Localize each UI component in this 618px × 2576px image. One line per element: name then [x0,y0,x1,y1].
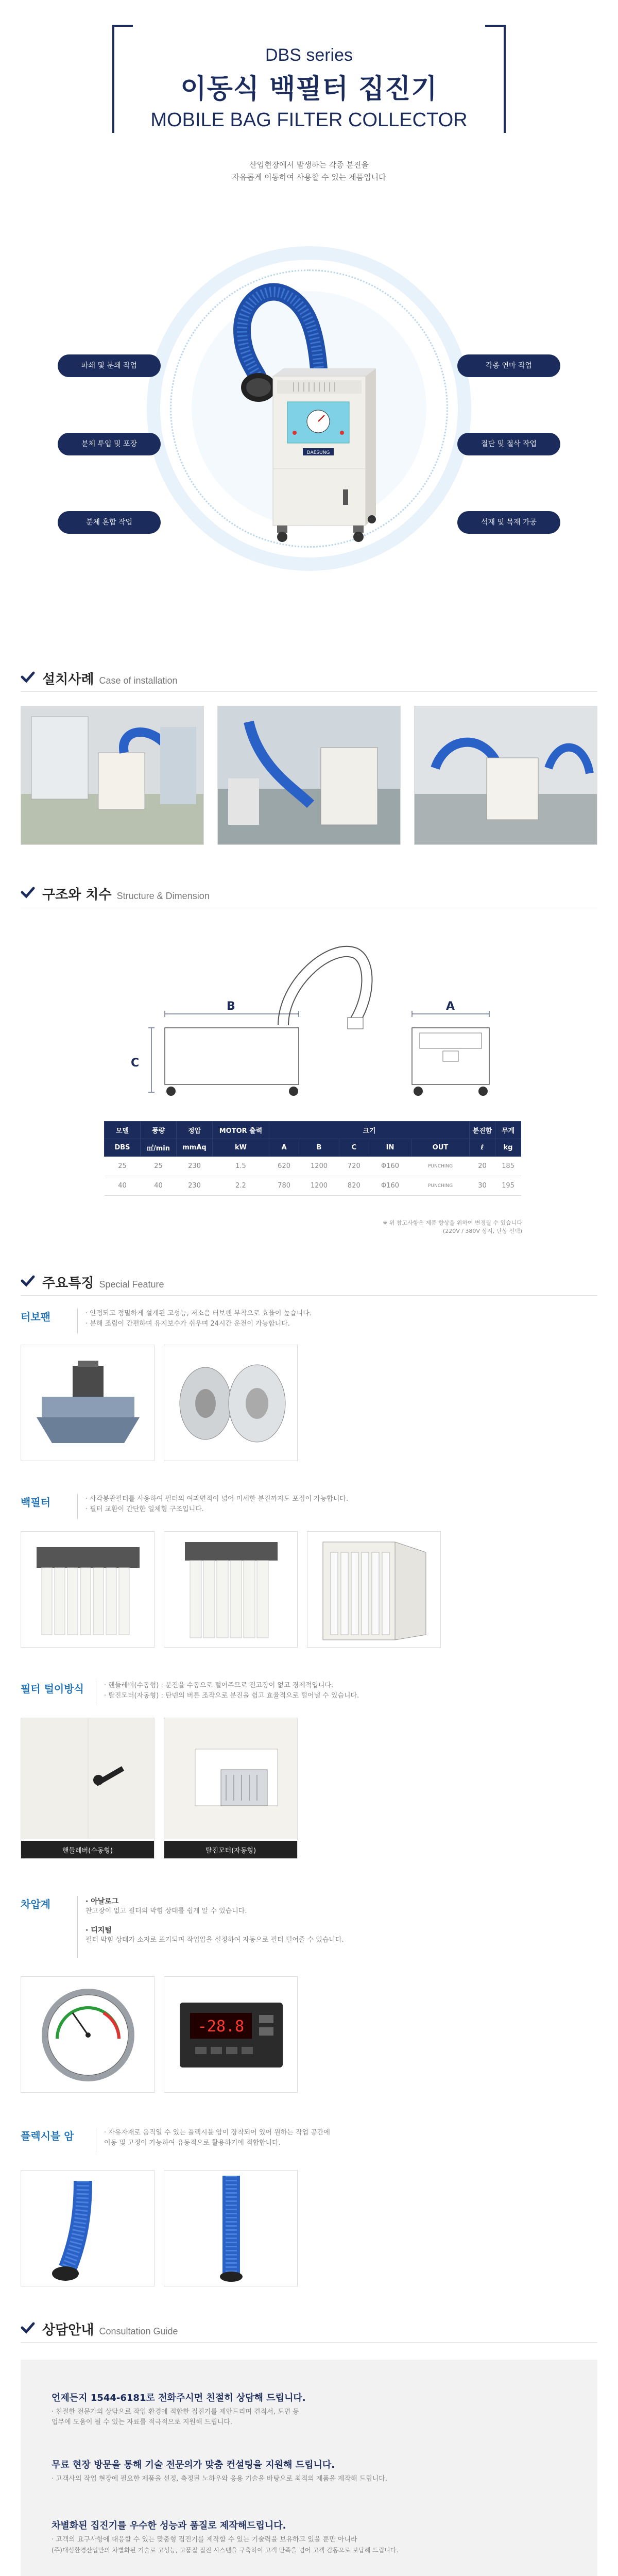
mobile-bag-filter-image [221,273,397,562]
spec-header-cell: 크기 [269,1122,470,1139]
spec-header-cell: ℓ [470,1139,495,1157]
feature-line: 이동 및 고정이 가능하여 유동적으로 활용하기에 적합합니다. [104,2139,281,2147]
feature-line: · 사각봉관필터를 사용하여 필터의 여과면적이 넓어 미세한 분진까지도 포집이 가능합니다. [85,1495,349,1503]
spec-header-cell: 정압 [177,1122,213,1139]
table-cell: Φ160 [369,1176,411,1196]
digital-gauge-photo [164,1976,298,2093]
table-cell: 720 [339,1157,369,1176]
application-pill: 분체 투입 및 포장 [58,433,161,455]
feature-line: · 분해 조립이 간편하며 유지보수가 쉬우며 24시간 운전이 가능합니다. [85,1320,290,1328]
consult-block-line: (주)대성환경산업만의 차별화된 기술로 고성능, 고품질 집진 시스템을 구축하여 고객 만족을 넘어 고객 감동으로 보답해 드립니다. [52,2547,399,2554]
table-cell: PUNCHING [411,1157,470,1176]
spec-header-cell: 분진함 [470,1122,495,1139]
consult-block-title: 무료 현장 방문을 통해 기술 전문의가 맞춤 컨설팅을 지원해 드립니다. [52,2460,335,2470]
dimension-a-label: A [446,1000,455,1013]
table-cell: PUNCHING [411,1176,470,1196]
consult-block [52,2458,577,2484]
consult-block-line: 업무에 도움이 될 수 있는 자료를 적극적으로 지원해 드립니다. [52,2418,233,2426]
feature-line: · 필터 교환이 간단한 일체형 구조입니다. [85,1505,204,1513]
hero-desc-line1: 산업현장에서 발생하는 각종 분진을 [249,160,369,170]
spec-header-cell: 풍량 [141,1122,177,1139]
feature-subtitle: · 디지털 [85,1926,112,1935]
feature-text [85,1309,549,1329]
spec-header-cell: B [299,1139,339,1157]
table-cell: 40 [141,1176,177,1196]
feature-label-flexible-arm: 플렉시블 암 [21,2130,74,2142]
feature-line: · 자유자재로 움직일 수 있는 플렉시블 암이 장착되어 있어 원하는 작업 공간에 [104,2129,330,2137]
spec-header-cell: kg [495,1139,521,1157]
spec-header-cell: IN [369,1139,411,1157]
application-pill: 분체 혼합 작업 [58,511,161,534]
feature-label-pressure-gauge: 차압계 [21,1898,50,1910]
table-cell: 2.2 [213,1176,269,1196]
section-title-en: Special Feature [99,1279,164,1290]
spec-header-row-1 [105,1122,521,1139]
table-cell: 1200 [299,1157,339,1176]
turbofan-photo [21,1345,154,1461]
consult-block-line: · 고객의 요구사항에 대응할 수 있는 맞춤형 집진기를 제작할 수 있는 기술력을 보유하고 있을 뿐만 아니라 [52,2536,357,2544]
consult-block-line: · 고객사의 작업 현장에 필요한 제품을 선정, 측정된 노하우와 응용 기술을 바탕으로 최적의 제품을 제작해 드립니다. [52,2475,388,2483]
table-row [105,1157,521,1176]
shaking-motor-photo [164,1718,298,1859]
section-title-en: Structure & Dimension [116,891,210,901]
feature-divider [77,1494,78,1519]
table-cell: 1200 [299,1176,339,1196]
section-title-en: Consultation Guide [99,2326,178,2336]
feature-text [85,1896,549,1945]
feature-line: 찬고장이 없고 필터의 막힘 상태를 쉽게 알 수 있습니다. [85,1907,247,1915]
spec-header-cell: ㎥/min [141,1139,177,1157]
feature-line: 필터 막힘 상태가 소자로 표기되며 작업압을 설정하여 자동으로 필터 털어줄 수 있습니다. [85,1936,344,1944]
spec-header-cell: 무게 [495,1122,521,1139]
table-cell: Φ160 [369,1157,411,1176]
table-cell: 820 [339,1176,369,1196]
feature-label-bagfilter: 백필터 [21,1496,50,1509]
dimension-c-label: C [131,1057,140,1070]
dimension-b-label: B [227,1000,235,1013]
section-divider [21,1295,597,1296]
feature-line: · 탈진모터(자동형) : 탄넨의 버튼 조작으로 분진을 쉽고 효율적으로 털어낼 수 있습니다. [104,1692,359,1700]
feature-line: · 핸들레버(수동형) : 분진을 수동으로 털어주므로 전고장이 없고 경제적입니다. [104,1682,334,1689]
installation-photo [217,706,401,845]
check-icon [21,670,35,684]
table-cell: 20 [470,1157,495,1176]
digital-gauge-readout: -28.8 [197,2018,245,2036]
spec-header-cell: MOTOR 출력 [213,1122,269,1139]
section-title-en: Case of installation [99,675,178,686]
flexible-arm-photo [21,2170,154,2286]
analog-gauge-photo [21,1976,154,2093]
spec-note-line2: (220V / 380V 상시, 단상 선택) [442,1228,522,1234]
hero-description [0,159,618,183]
section-title-ko: 설치사례 [42,672,94,687]
handle-lever-photo [21,1718,154,1859]
bagfilter-photo [21,1531,154,1648]
check-icon [21,1274,35,1288]
spec-header-cell: mmAq [177,1139,213,1157]
section-divider [21,691,597,692]
table-cell: 195 [495,1176,521,1196]
consult-block-title: 언제든지 1544-6181로 전화주시면 친절히 상담해 드립니다. [52,2393,306,2403]
table-cell: 780 [269,1176,299,1196]
check-icon [21,2320,35,2335]
application-pill: 파쇄 및 분쇄 작업 [58,354,161,377]
table-row [105,1176,521,1196]
consult-block-line: · 친절한 전문가의 상담으로 작업 환경에 적합한 집진기를 제안드리며 견적서, 도면 등 [52,2408,299,2416]
spec-note [319,1219,522,1235]
table-cell: 230 [177,1157,213,1176]
section-title-ko: 주요특징 [42,1276,94,1291]
hero-title-en: MOBILE BAG FILTER COLLECTOR [150,109,468,131]
turbofan-wheel-photo [164,1345,298,1461]
section-title-ko: 구조와 치수 [42,887,112,903]
hero-desc-line2: 자유롭게 이동하여 사용할 수 있는 제품입니다 [232,173,386,182]
section-divider [21,2342,597,2343]
spec-header-row-2 [105,1139,521,1157]
spec-header-cell: C [339,1139,369,1157]
spec-header-cell: kW [213,1139,269,1157]
feature-text [104,2128,568,2148]
feature-subtitle: · 아날로그 [85,1897,119,1906]
installation-photo [21,706,204,845]
feature-divider [77,1896,78,1958]
feature-label-turbofan: 터보팬 [21,1311,50,1323]
spec-header-cell: 모델 [105,1122,141,1139]
consult-block-title: 차별화된 집진기를 우수한 성능과 품질로 제작해드립니다. [52,2520,286,2531]
hero-series: DBS series [265,45,353,65]
application-pill: 각종 연마 작업 [457,354,560,377]
caption: 핸들레버(수동형) [21,1841,154,1859]
feature-label-shaking: 필터 털이방식 [21,1683,84,1695]
feature-text [85,1494,549,1515]
table-cell: 30 [470,1176,495,1196]
table-cell: 230 [177,1176,213,1196]
feature-line: · 안정되고 정밀하게 설계된 고성능, 저소음 터보팬 부착으로 효율이 높습니다. [85,1310,312,1317]
table-cell: 25 [105,1157,141,1176]
table-cell: 620 [269,1157,299,1176]
flexible-arm-photo [164,2170,298,2286]
structure-drawing [113,922,525,1108]
spec-header-cell: OUT [411,1139,470,1157]
check-icon [21,885,35,900]
application-pill: 절단 및 절삭 작업 [457,433,560,455]
bagfilter-installed-photo [307,1531,441,1648]
consult-block [52,2518,597,2555]
feature-divider [77,1309,78,1333]
installation-photo [414,706,597,845]
table-cell: 185 [495,1157,521,1176]
table-cell: 1.5 [213,1157,269,1176]
spec-note-line1: ※ 위 참고사항은 제품 향상을 위하여 변경될 수 있습니다 [383,1219,522,1226]
spec-table [104,1121,521,1196]
bagfilter-photo [164,1531,298,1648]
spec-header-cell: A [269,1139,299,1157]
caption: 탈진모터(자동형) [164,1841,297,1859]
spec-header-cell: DBS [105,1139,141,1157]
section-title-ko: 상담안내 [42,2323,94,2338]
table-cell: 25 [141,1157,177,1176]
hero-title: 이동식 백필터 집진기 [180,74,438,105]
machine-brand-label: DAESUNG [306,450,330,455]
table-cell: 40 [105,1176,141,1196]
consult-block [52,2391,577,2428]
application-pill: 석재 및 목재 가공 [457,511,560,534]
feature-text [104,1681,568,1701]
